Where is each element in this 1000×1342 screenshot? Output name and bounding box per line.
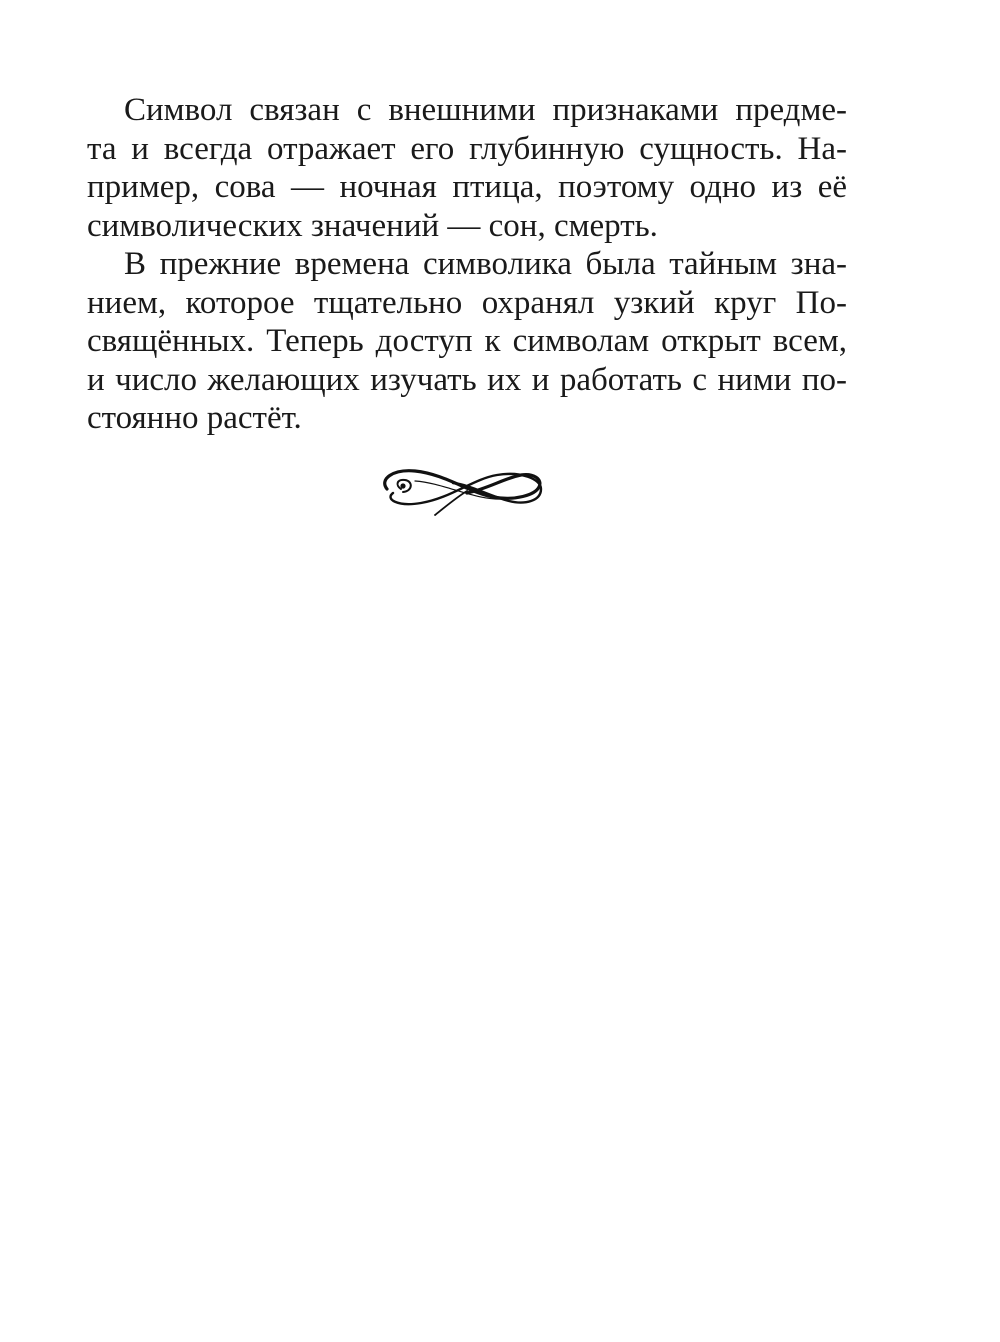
text-line: пример, сова — ночная птица, поэтому одно из её	[87, 169, 847, 205]
text-line: стоянно растёт.	[87, 400, 302, 436]
paragraph-1	[87, 91, 847, 245]
text-line: и число желающих изучать их и работать с ними по-	[87, 361, 847, 398]
text-line: нием, которое тщательно охранял узкий круг По-	[87, 284, 847, 321]
flourish-divider-icon	[375, 459, 547, 517]
text-line: та и всегда отражает его глубинную сущность. На-	[87, 130, 847, 167]
paragraph-2	[87, 245, 847, 438]
body-text	[87, 91, 847, 438]
text-line: В прежние времена символика была тайным зна-	[124, 246, 847, 282]
text-line: символических значений — сон, смерть.	[87, 207, 658, 244]
text-line: Символ связан с внешними признаками предме-	[124, 92, 847, 128]
text-line: свящённых. Теперь доступ к символам открыт всем,	[87, 323, 847, 359]
